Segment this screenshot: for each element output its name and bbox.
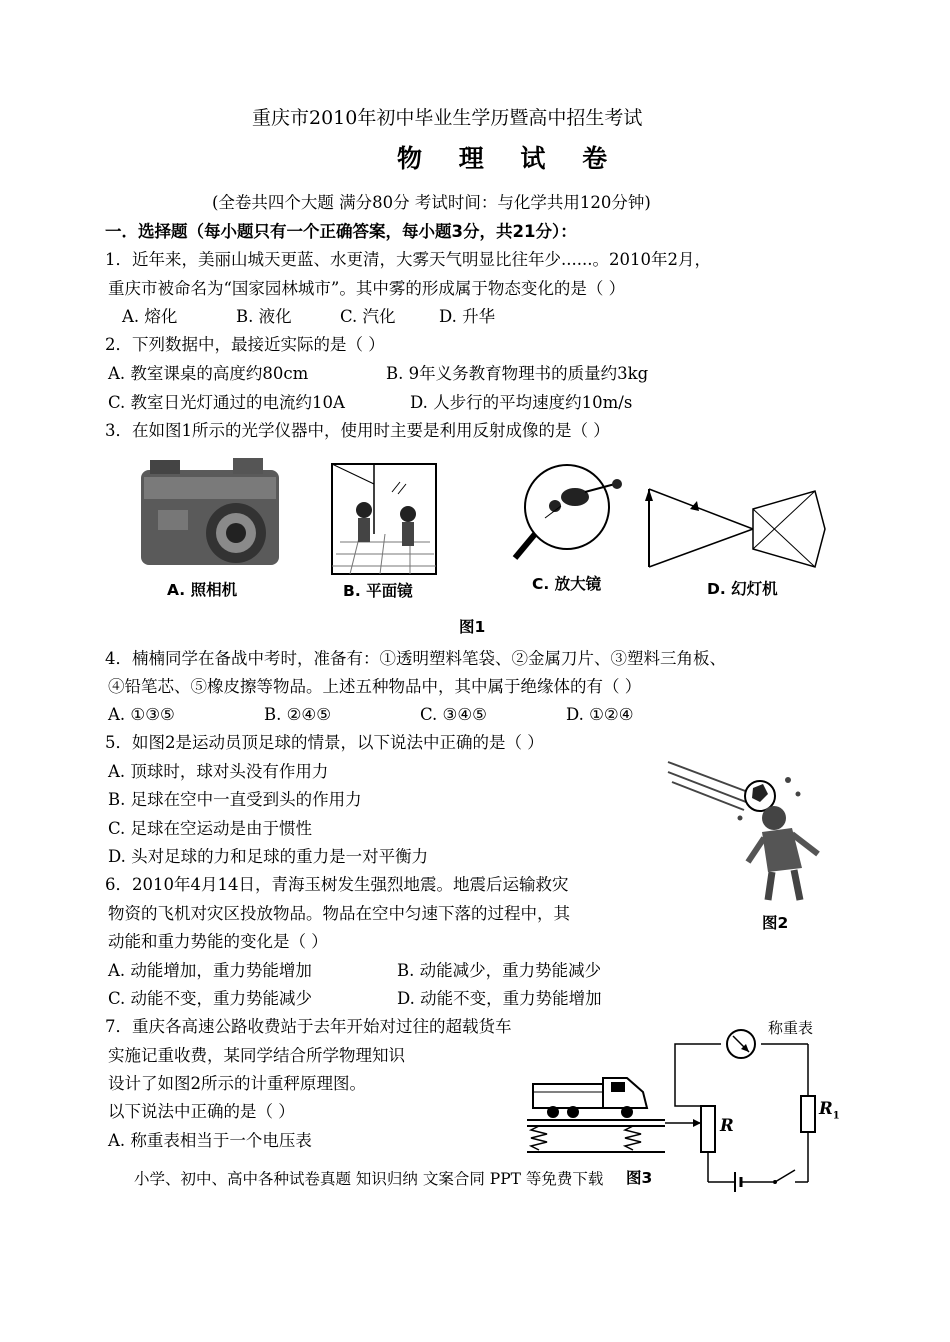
q6-option-a: A. 动能增加，重力势能增加 [108,961,312,980]
q7-line2: 实施记重收费，某同学结合所学物理知识 [108,1046,405,1065]
mirror-illustration [330,462,440,577]
q4-option-d: D. ①②④ [566,705,634,724]
figure1-label-c: C. 放大镜 [532,575,602,593]
q1-option-d: D. 升华 [439,307,496,326]
q5-option-a: A. 顶球时，球对头没有作用力 [108,762,329,781]
q7-line3: 设计了如图2所示的计重秤原理图。 [108,1074,366,1093]
section-heading: 一．选择题（每小题只有一个正确答案，每小题3分，共21分）： [105,222,577,241]
exam-title: 重庆市2010年初中毕业生学历暨高中招生考试 [252,107,643,129]
q7-line4: 以下说法中正确的是（ ） [108,1102,295,1121]
figure1-label-a: A. 照相机 [167,581,238,599]
q5-option-c: C. 足球在空运动是由于惯性 [108,819,313,838]
camera-illustration [138,455,283,570]
figure1-caption: 图1 [459,618,486,636]
q1-line1: 1．近年来，美丽山城天更蓝、水更清，大雾天气明显比往年少......。2010年2月， [105,250,711,269]
q3-stem: 3．在如图1所示的光学仪器中，使用时主要是利用反射成像的是（ ） [105,421,610,440]
q4-line2: ④铅笔芯、⑤橡皮擦等物品。上述五种物品中，其中属于绝缘体的有（ ） [108,677,642,696]
q7-line1: 7．重庆各高速公路收费站于去年开始对过往的超载货车 [105,1017,512,1036]
q5-option-b: B. 足球在空中一直受到头的作用力 [108,790,362,809]
figure3-caption: 图3 [626,1169,653,1187]
figure1-label-b: B. 平面镜 [343,582,413,600]
q2-option-c: C. 教室日光灯通过的电流约10A [108,393,345,412]
q1-option-a: A. 熔化 [122,307,178,326]
q2-option-a: A. 教室课桌的高度约80cm [108,364,309,383]
projector-illustration [645,485,830,570]
q6-line2: 物资的飞机对灾区投放物品。物品在空中匀速下落的过程中，其 [108,904,570,923]
resistor-r1-label [819,1099,840,1126]
meter-label: 称重表 [768,1019,814,1037]
q4-line1: 4．楠楠同学在备战中考时，准备有：①透明塑料笔袋、②金属刀片、③塑料三角板、 [105,649,726,668]
header-player-illustration [668,758,833,908]
q4-option-b: B. ②④⑤ [264,705,331,724]
q1-option-b: B. 液化 [236,307,292,326]
q6-option-b: B. 动能减少，重力势能减少 [397,961,602,980]
q4-option-a: A. ①③⑤ [108,705,175,724]
resistor-r-label: R [720,1116,734,1135]
q6-line3: 动能和重力势能的变化是（ ） [108,932,328,951]
q4-option-c: C. ③④⑤ [420,705,487,724]
q7-option-a: A. 称重表相当于一个电压表 [108,1131,312,1150]
q6-option-d: D. 动能不变，重力势能增加 [397,989,602,1008]
q2-option-b: B. 9年义务教育物理书的质量约3kg [386,364,649,383]
q5-option-d: D. 头对足球的力和足球的重力是一对平衡力 [108,847,429,866]
subject-title: 物 理 试 卷 [397,144,622,173]
q1-line2: 重庆市被命名为“国家园林城市”。其中雾的形成属于物态变化的是（ ） [108,279,626,298]
q1-option-c: C. 汽化 [340,307,396,326]
q2-stem: 2．下列数据中，最接近实际的是（ ） [105,335,385,354]
exam-info: (全卷共四个大题 满分80分 考试时间：与化学共用120分钟) [212,193,651,212]
figure2-caption: 图2 [762,914,789,932]
q2-option-d: D. 人步行的平均速度约10m/s [410,393,633,412]
q6-option-c: C. 动能不变，重力势能减少 [108,989,313,1008]
figure1-label-d: D. 幻灯机 [707,580,778,598]
q5-stem: 5．如图2是运动员顶足球的情景，以下说法中正确的是（ ） [105,733,544,752]
footer-ad: 小学、初中、高中各种试卷真题 知识归纳 文案合同 PPT 等免费下载 [134,1170,604,1188]
resistor-r1-letter: R [819,1099,833,1118]
resistor-r1-subscript: 1 [832,1110,840,1122]
magnifier-illustration [505,462,630,567]
q6-line1: 6．2010年4月14日，青海玉树发生强烈地震。地震后运输救灾 [105,875,569,894]
